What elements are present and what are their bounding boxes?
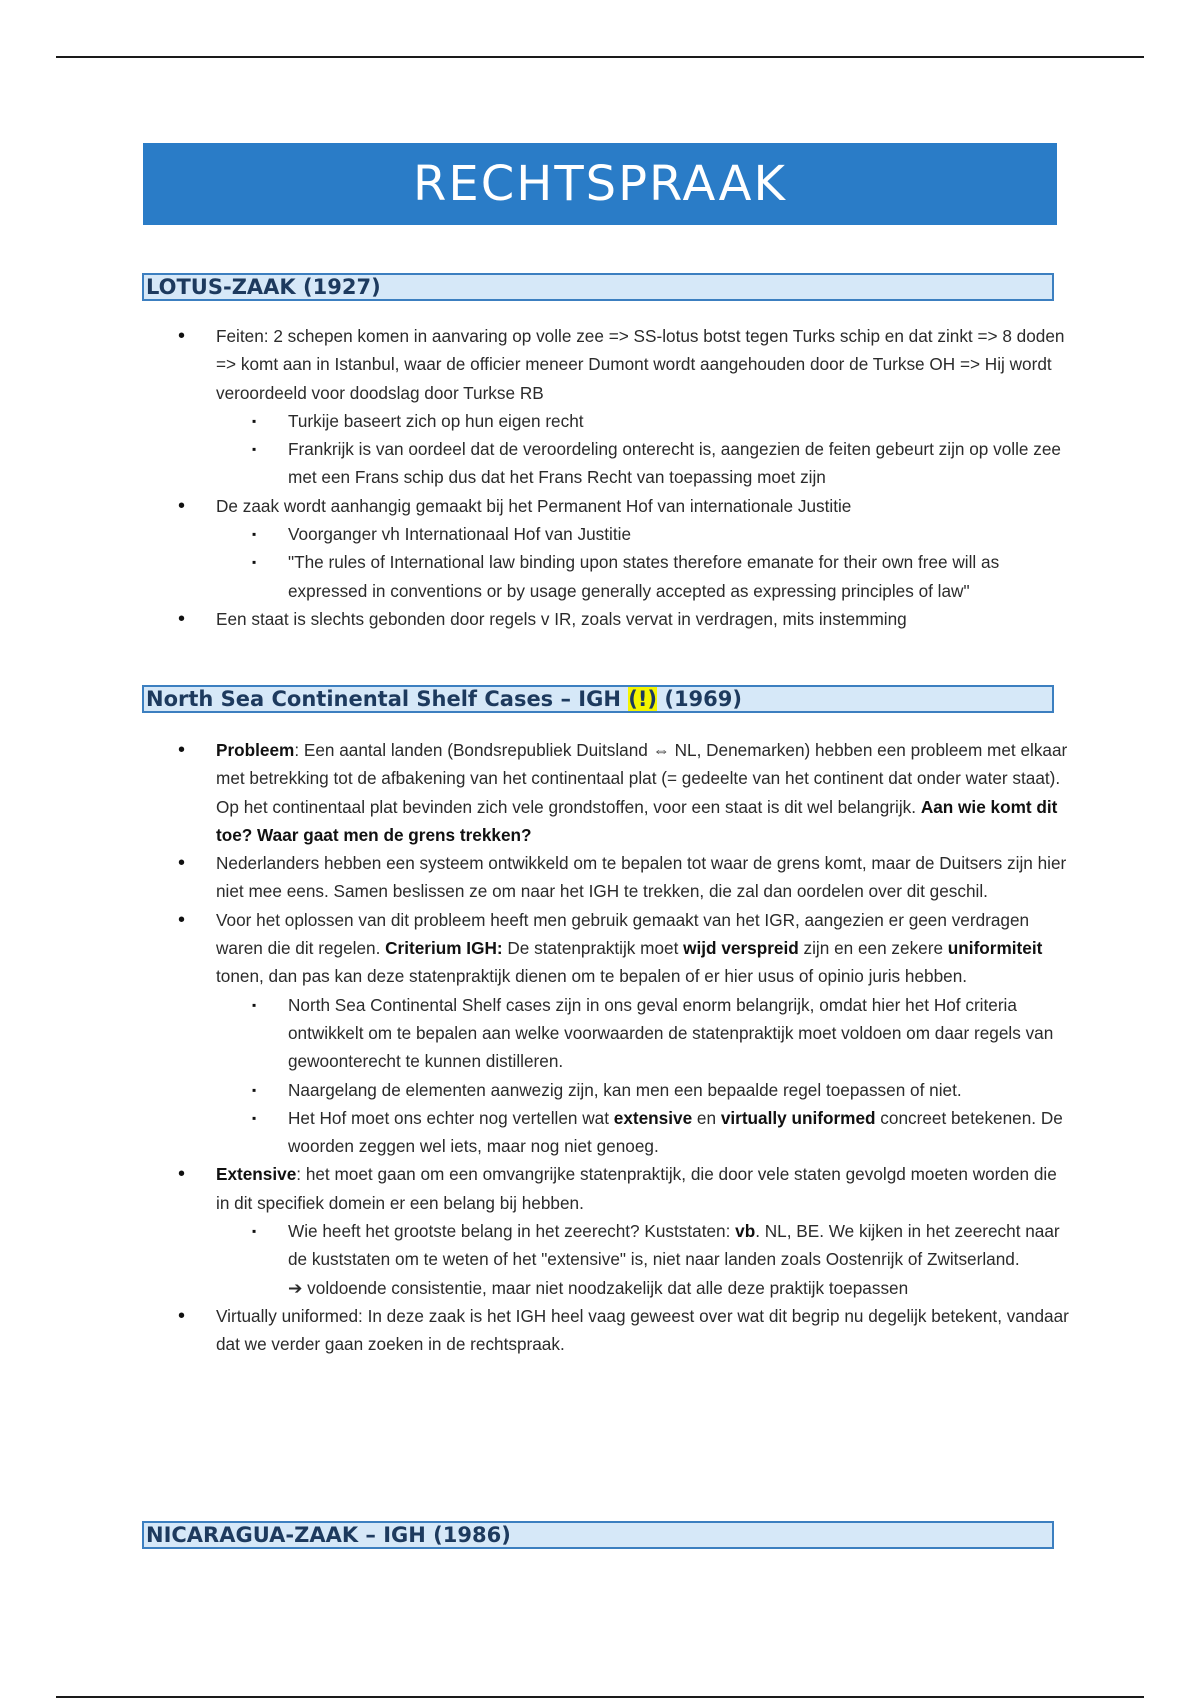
list-item: • Feiten: 2 schepen komen in aanvaring op volle zee => SS-lotus botst tegen Turks schip en dat zinkt => 8 doden => komt aan in Istanbul, waar de officier meneer Dumont wordt aangehouden door de Turkse OH => Hij wordt veroordeeld voor doodslag door Turkse RB [170,322,1070,407]
section-body-lotus [170,322,1070,633]
list-item: • Een staat is slechts gebonden door regels v IR, zoals vervat in verdragen, mits instemming [170,605,1070,633]
arrow-conclusion: ➔ voldoende consistentie, maar niet noodzakelijk dat alle deze praktijk toepassen [288,1277,909,1298]
heading-year: (1969) [657,687,742,711]
header-rule [56,56,1144,58]
section-body-north-sea [170,736,1070,1359]
section-heading-lotus: LOTUS-ZAAK (1927) [142,273,1054,301]
sub-list-item: ▪ Turkije baseert zich op hun eigen recht [170,407,1070,435]
list-item: • De zaak wordt aanhangig gemaakt bij het Permanent Hof van internationale Justitie [170,492,1070,520]
list-item: • Extensive: het moet gaan om een omvangrijke statenpraktijk, die door vele staten gevolgd moeten worden die in dit specifiek domein er een belang bij hebben. [170,1160,1070,1217]
page-title: RECHTSPRAAK [143,143,1057,225]
list-item: • Probleem: Een aantal landen (Bondsrepubliek Duitsland ⇔ NL, Denemarken) hebben een probleem met elkaar met betrekking tot de afbakening van het continentaal plat (= gedeelte van het continent dat onder water staat). Op het continentaal plat bevinden zich vele grondstoffen, voor een staat is dit wel belangrijk. Aan wie komt dit toe? Waar gaat men de grens trekken? [170,736,1070,849]
sub-list-item: ▪ North Sea Continental Shelf cases zijn in ons geval enorm belangrijk, omdat hier het Hof criteria ontwikkelt om te bepalen aan welke voorwaarden de statenpraktijk moet voldoen om daar regels van gewoonterecht te kunnen distilleren. [170,991,1070,1076]
sub-list-item: ▪ Frankrijk is van oordeel dat de veroordeling onterecht is, aangezien de feiten gebeurt zijn op volle zee met een Frans schip dus dat het Frans Recht van toepassing moet zijn [170,435,1070,492]
list-item: • Virtually uniformed: In deze zaak is het IGH heel vaag geweest over wat dit begrip nu degelijk betekent, vandaar dat we verder gaan zoeken in de rechtspraak. [170,1302,1070,1359]
section-heading-nicaragua: NICARAGUA-ZAAK – IGH (1986) [142,1521,1054,1549]
sub-list-item: ▪ Voorganger vh Internationaal Hof van Justitie [170,520,1070,548]
section-heading-north-sea [142,685,1054,713]
sub-list-item: ▪ "The rules of International law binding upon states therefore emanate for their own free will as expressed in conventions or by usage generally accepted as expressing principles of law" [170,548,1070,605]
sub-list-item: ▪ Het Hof moet ons echter nog vertellen wat extensive en virtually uniformed concreet betekenen. De woorden zeggen wel iets, maar nog niet genoeg. [170,1104,1070,1161]
list-item: • Voor het oplossen van dit probleem heeft men gebruik gemaakt van het IGR, aangezien er geen verdragen waren die dit regelen. Criterium IGH: De statenpraktijk moet wijd verspreid zijn en een zekere uniformiteit tonen, dan pas kan deze statenpraktijk dienen om te bepalen of er hier usus of opinio juris hebben. [170,906,1070,991]
sub-list-item: ▪ Wie heeft het grootste belang in het zeerecht? Kuststaten: vb. NL, BE. We kijken in het zeerecht naar de kuststaten om te weten of het "extensive" is, niet naar landen zoals Oostenrijk of Zwitserland. [170,1217,1070,1274]
list-item: • Nederlanders hebben een systeem ontwikkeld om te bepalen tot waar de grens komt, maar de Duitsers zijn hier niet mee eens. Samen beslissen ze om naar het IGH te trekken, die zal dan oordelen over dit geschil. [170,849,1070,906]
heading-text: North Sea Continental Shelf Cases – IGH [146,687,629,711]
highlight-mark: (!) [628,687,658,711]
footer-rule [56,1696,1144,1698]
sub-list-item: ▪ Naargelang de elementen aanwezig zijn, kan men een bepaalde regel toepassen of niet. [170,1076,1070,1104]
